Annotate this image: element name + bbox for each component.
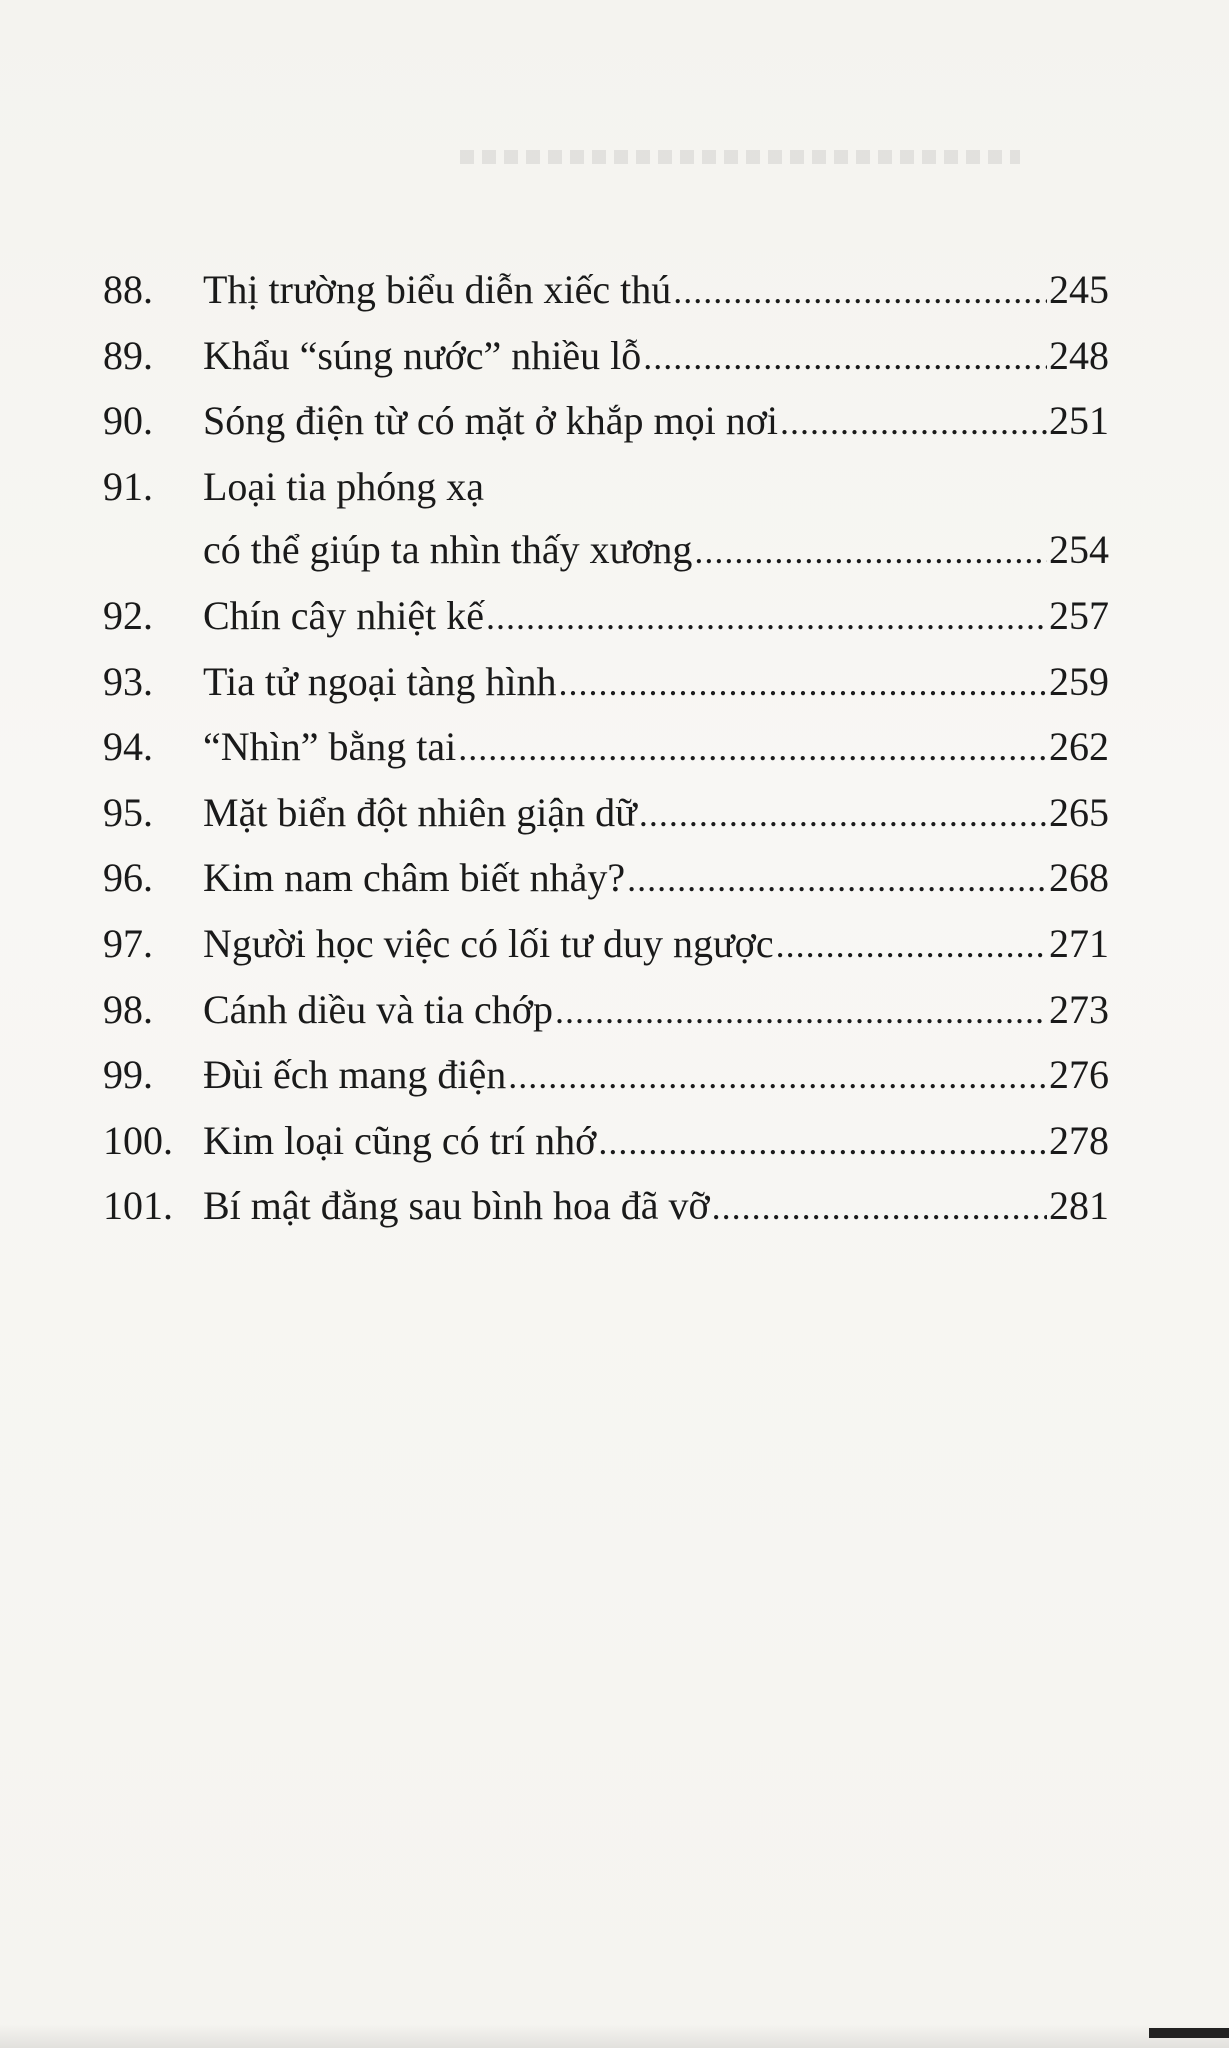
page-corner-mark bbox=[1149, 2028, 1229, 2038]
dot-leader bbox=[776, 914, 1047, 978]
toc-entry bbox=[103, 1109, 1109, 1175]
toc-entry-number: 90. bbox=[103, 398, 153, 444]
toc-entry-title-line bbox=[203, 781, 1109, 847]
dot-leader bbox=[694, 520, 1047, 584]
toc-entry-title: Tia tử ngoại tàng hình bbox=[203, 658, 557, 704]
toc-entry-page-number: 257 bbox=[1049, 592, 1109, 638]
toc-entry-page-number: 251 bbox=[1049, 398, 1109, 444]
toc-entry bbox=[103, 258, 1109, 324]
toc-entry-title: Bí mật đằng sau bình hoa đã vỡ bbox=[203, 1183, 710, 1229]
toc-entry-page-number: 259 bbox=[1049, 658, 1109, 704]
toc-entry-title: Mặt biển đột nhiên giận dữ bbox=[203, 789, 637, 835]
toc-entry-body bbox=[203, 1043, 1109, 1109]
toc-entry bbox=[103, 455, 1109, 584]
toc-entry-number: 93. bbox=[103, 658, 153, 704]
toc-entry-number: 98. bbox=[103, 986, 153, 1032]
toc-entry-body bbox=[203, 1174, 1109, 1240]
toc-entry-number: 97. bbox=[103, 920, 153, 966]
toc-entry-title-line bbox=[203, 912, 1109, 978]
toc-entry-page-number: 276 bbox=[1049, 1052, 1109, 1098]
toc-entry-number: 89. bbox=[103, 332, 153, 378]
toc-entry-title-line bbox=[203, 584, 1109, 650]
toc-entry-body bbox=[203, 455, 1109, 584]
toc-entry-number: 92. bbox=[103, 592, 153, 638]
toc-entry-body bbox=[203, 324, 1109, 390]
toc-entry-number: 88. bbox=[103, 267, 153, 312]
toc-entry-page-number: 278 bbox=[1049, 1117, 1109, 1163]
toc-entry-title-line bbox=[203, 518, 1109, 584]
toc-entry bbox=[103, 584, 1109, 650]
dot-leader bbox=[559, 652, 1047, 716]
dot-leader bbox=[627, 848, 1047, 912]
dot-leader bbox=[643, 326, 1047, 390]
toc-entry-number: 96. bbox=[103, 855, 153, 901]
toc-entry-title: Kim nam châm biết nhảy? bbox=[203, 855, 626, 901]
toc-entry-title-line bbox=[203, 455, 1109, 519]
toc-entry bbox=[103, 912, 1109, 978]
toc-entry-title-line bbox=[203, 1109, 1109, 1175]
toc-entry-number: 95. bbox=[103, 789, 153, 835]
dot-leader bbox=[508, 1045, 1047, 1109]
toc-entry bbox=[103, 1174, 1109, 1240]
toc-entry-body bbox=[203, 389, 1109, 455]
toc-entry-title-line bbox=[203, 258, 1109, 324]
dot-leader bbox=[639, 783, 1047, 847]
dot-leader bbox=[712, 1176, 1047, 1240]
toc-entry-title-line bbox=[203, 324, 1109, 390]
toc-entry-title: Cánh diều và tia chớp bbox=[203, 986, 553, 1032]
toc-entry-page-number: 248 bbox=[1049, 332, 1109, 378]
toc-entry bbox=[103, 781, 1109, 847]
toc-entry-title-line bbox=[203, 389, 1109, 455]
toc-entry bbox=[103, 650, 1109, 716]
toc-entry-title: Khẩu “súng nước” nhiều lỗ bbox=[203, 332, 642, 378]
toc-entry-page-number: 271 bbox=[1049, 920, 1109, 966]
toc-entry-body bbox=[203, 912, 1109, 978]
page-edge-shadow bbox=[0, 2024, 1229, 2048]
toc-entry-number: 91. bbox=[103, 463, 153, 509]
toc-entry-body bbox=[203, 846, 1109, 912]
toc-entry-page-number: 262 bbox=[1049, 724, 1109, 770]
toc-entry-body bbox=[203, 715, 1109, 781]
toc-entry-title-line bbox=[203, 978, 1109, 1044]
dot-leader bbox=[598, 1111, 1047, 1175]
table-of-contents bbox=[103, 258, 1109, 1240]
toc-entry-title-line bbox=[203, 846, 1109, 912]
toc-entry bbox=[103, 715, 1109, 781]
toc-entry-title-line bbox=[203, 650, 1109, 716]
toc-entry-page-number: 254 bbox=[1049, 527, 1109, 573]
toc-entry-page-number: 245 bbox=[1049, 267, 1109, 312]
toc-entry bbox=[103, 1043, 1109, 1109]
toc-entry-number: 99. bbox=[103, 1052, 153, 1098]
toc-entry-title-line bbox=[203, 1043, 1109, 1109]
toc-entry bbox=[103, 846, 1109, 912]
toc-entry-title: có thể giúp ta nhìn thấy xương bbox=[203, 527, 693, 573]
dot-leader bbox=[555, 980, 1047, 1044]
toc-entry-page-number: 268 bbox=[1049, 855, 1109, 901]
dot-leader bbox=[458, 717, 1047, 781]
toc-entry-title-line bbox=[203, 715, 1109, 781]
toc-entry-title: Người học việc có lối tư duy ngược bbox=[203, 920, 774, 966]
toc-entry-page-number: 281 bbox=[1049, 1183, 1109, 1229]
toc-entry-body bbox=[203, 978, 1109, 1044]
dot-leader bbox=[673, 260, 1047, 324]
toc-entry-body bbox=[203, 650, 1109, 716]
toc-entry-title: Chín cây nhiệt kế bbox=[203, 592, 485, 638]
toc-entry-body bbox=[203, 584, 1109, 650]
toc-entry-title-line bbox=[203, 1174, 1109, 1240]
toc-entry-page-number: 265 bbox=[1049, 789, 1109, 835]
toc-entry-body bbox=[203, 1109, 1109, 1175]
toc-entry-title: Sóng điện từ có mặt ở khắp mọi nơi bbox=[203, 398, 779, 444]
bleed-through-header bbox=[460, 150, 1020, 164]
toc-entry-title: “Nhìn” bằng tai bbox=[203, 724, 457, 770]
toc-entry-number: 94. bbox=[103, 724, 153, 770]
toc-entry bbox=[103, 324, 1109, 390]
toc-entry-title: Đùi ếch mang điện bbox=[203, 1052, 507, 1098]
toc-entry bbox=[103, 978, 1109, 1044]
toc-entry-number: 101. bbox=[103, 1183, 173, 1229]
toc-entry-title: Kim loại cũng có trí nhớ bbox=[203, 1117, 597, 1163]
toc-entry-body bbox=[203, 781, 1109, 847]
toc-entry-number: 100. bbox=[103, 1117, 173, 1163]
dot-leader bbox=[486, 586, 1047, 650]
toc-entry-body bbox=[203, 258, 1109, 324]
toc-entry-page-number: 273 bbox=[1049, 986, 1109, 1032]
toc-entry bbox=[103, 389, 1109, 455]
toc-entry-title: Thị trường biểu diễn xiếc thú bbox=[203, 267, 672, 312]
dot-leader bbox=[780, 391, 1047, 455]
toc-entry-title: Loại tia phóng xạ bbox=[203, 463, 485, 509]
